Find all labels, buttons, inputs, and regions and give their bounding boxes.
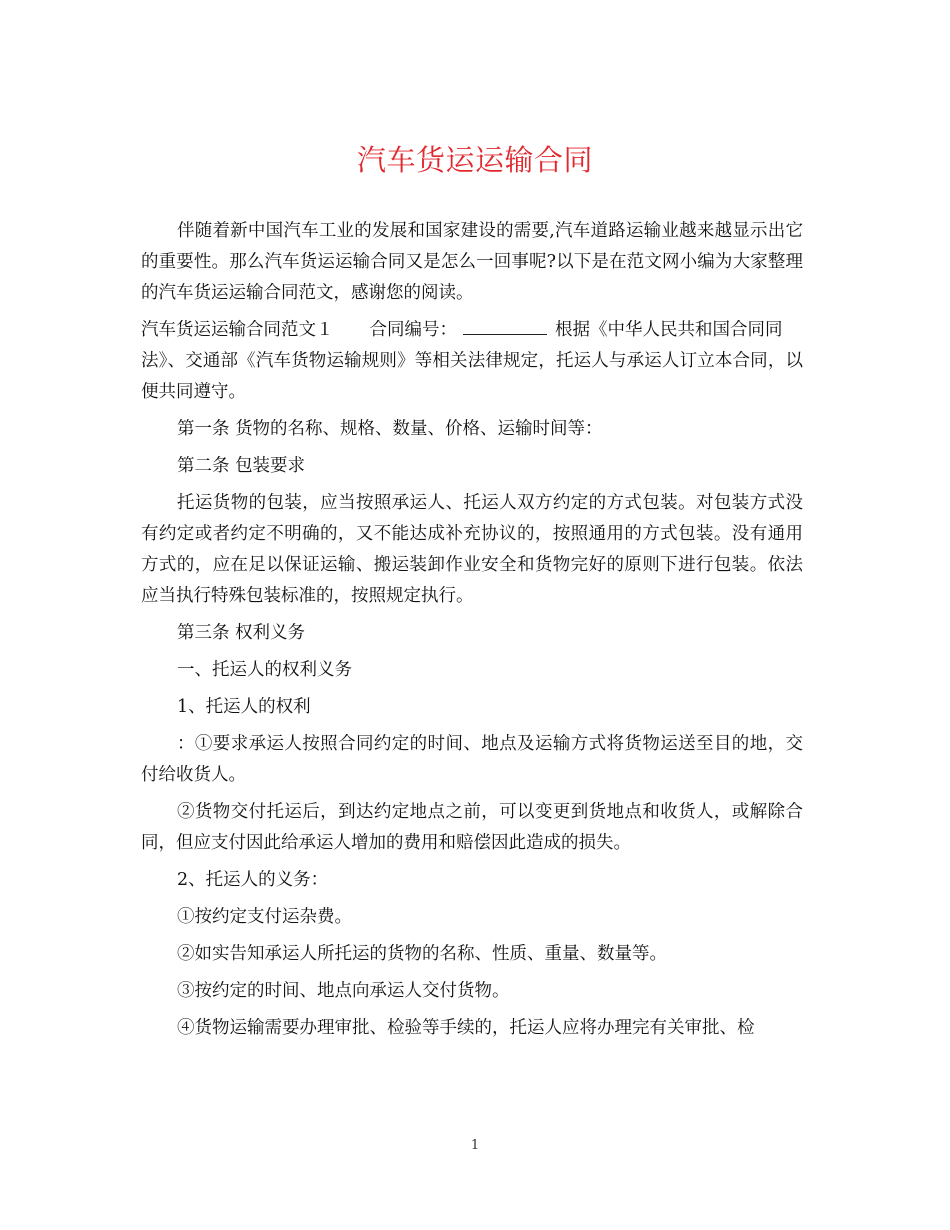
contract-reference-line: [141, 315, 803, 346]
legal-basis-rest: 法》、交通部《汽车货物运输规则》等相关法律规定，托运人与承运人订立本合同，以便共同遵守。: [141, 351, 803, 402]
shipper-obligation-three: ③按约定的时间、地点向承运人交付货物。: [177, 981, 510, 1001]
shipper-obligation-one: ①按约定支付运杂费。: [177, 907, 352, 927]
intro-paragraph: 伴随着新中国汽车工业的发展和国家建设的需要,汽车道路运输业越来越显示出它的重要性。那么汽车货运运输合同又是怎么一回事呢?以下是在范文网小编为大家整理的汽车货运运输合同范文，感谢您的阅读。: [141, 221, 803, 303]
document-title: 汽车货运运输合同: [356, 143, 593, 177]
contract-basis-paragraph: [141, 315, 803, 408]
shipper-rights-heading: 1、托运人的权利: [177, 697, 311, 717]
shipper-obligation-four: ④货物运输需要办理审批、检验等手续的，托运人应将办理完有关审批、检: [177, 1018, 755, 1038]
page-number: 1: [470, 1138, 480, 1153]
contract-number-label: 合同编号：: [369, 320, 457, 340]
contract-number-blank: [463, 318, 547, 335]
shipper-rights-obligations-heading: 一、托运人的权利义务: [177, 660, 352, 680]
shipper-right-two: ②货物交付托运后，到达约定地点之前，可以变更到货地点和收货人，或解除合同，但应支付因此给承运人增加的费用和赔偿因此造成的损失。: [141, 802, 803, 853]
shipper-obligation-two: ②如实告知承运人所托运的货物的名称、性质、重量、数量等。: [177, 944, 667, 964]
article-two-heading: 第二条 包装要求: [177, 456, 306, 476]
shipper-obligations-heading: 2、托运人的义务：: [177, 870, 329, 890]
legal-basis-start: 根据《中华人民共和国合同同: [555, 320, 783, 340]
packaging-requirements: 托运货物的包装，应当按照承运人、托运人双方约定的方式包装。对包装方式没有约定或者约定不明确的，又不能达成补充协议的，按照通用的方式包装。没有通用方式的，应在足以保证运输、搬运装卸作业安全和货物完好的原则下进行包装。依法应当执行特殊包装标准的，按照规定执行。: [141, 493, 803, 606]
document-body: [141, 216, 803, 1050]
shipper-right-one: ：①要求承运人按照合同约定的时间、地点及运输方式将货物运送至目的地，交付给收货人。: [141, 734, 803, 785]
article-three-heading: 第三条 权利义务: [177, 623, 306, 643]
article-one: 第一条 货物的名称、规格、数量、价格、运输时间等：: [177, 419, 603, 439]
sample-heading: 汽车货运运输合同范文１: [141, 320, 334, 340]
